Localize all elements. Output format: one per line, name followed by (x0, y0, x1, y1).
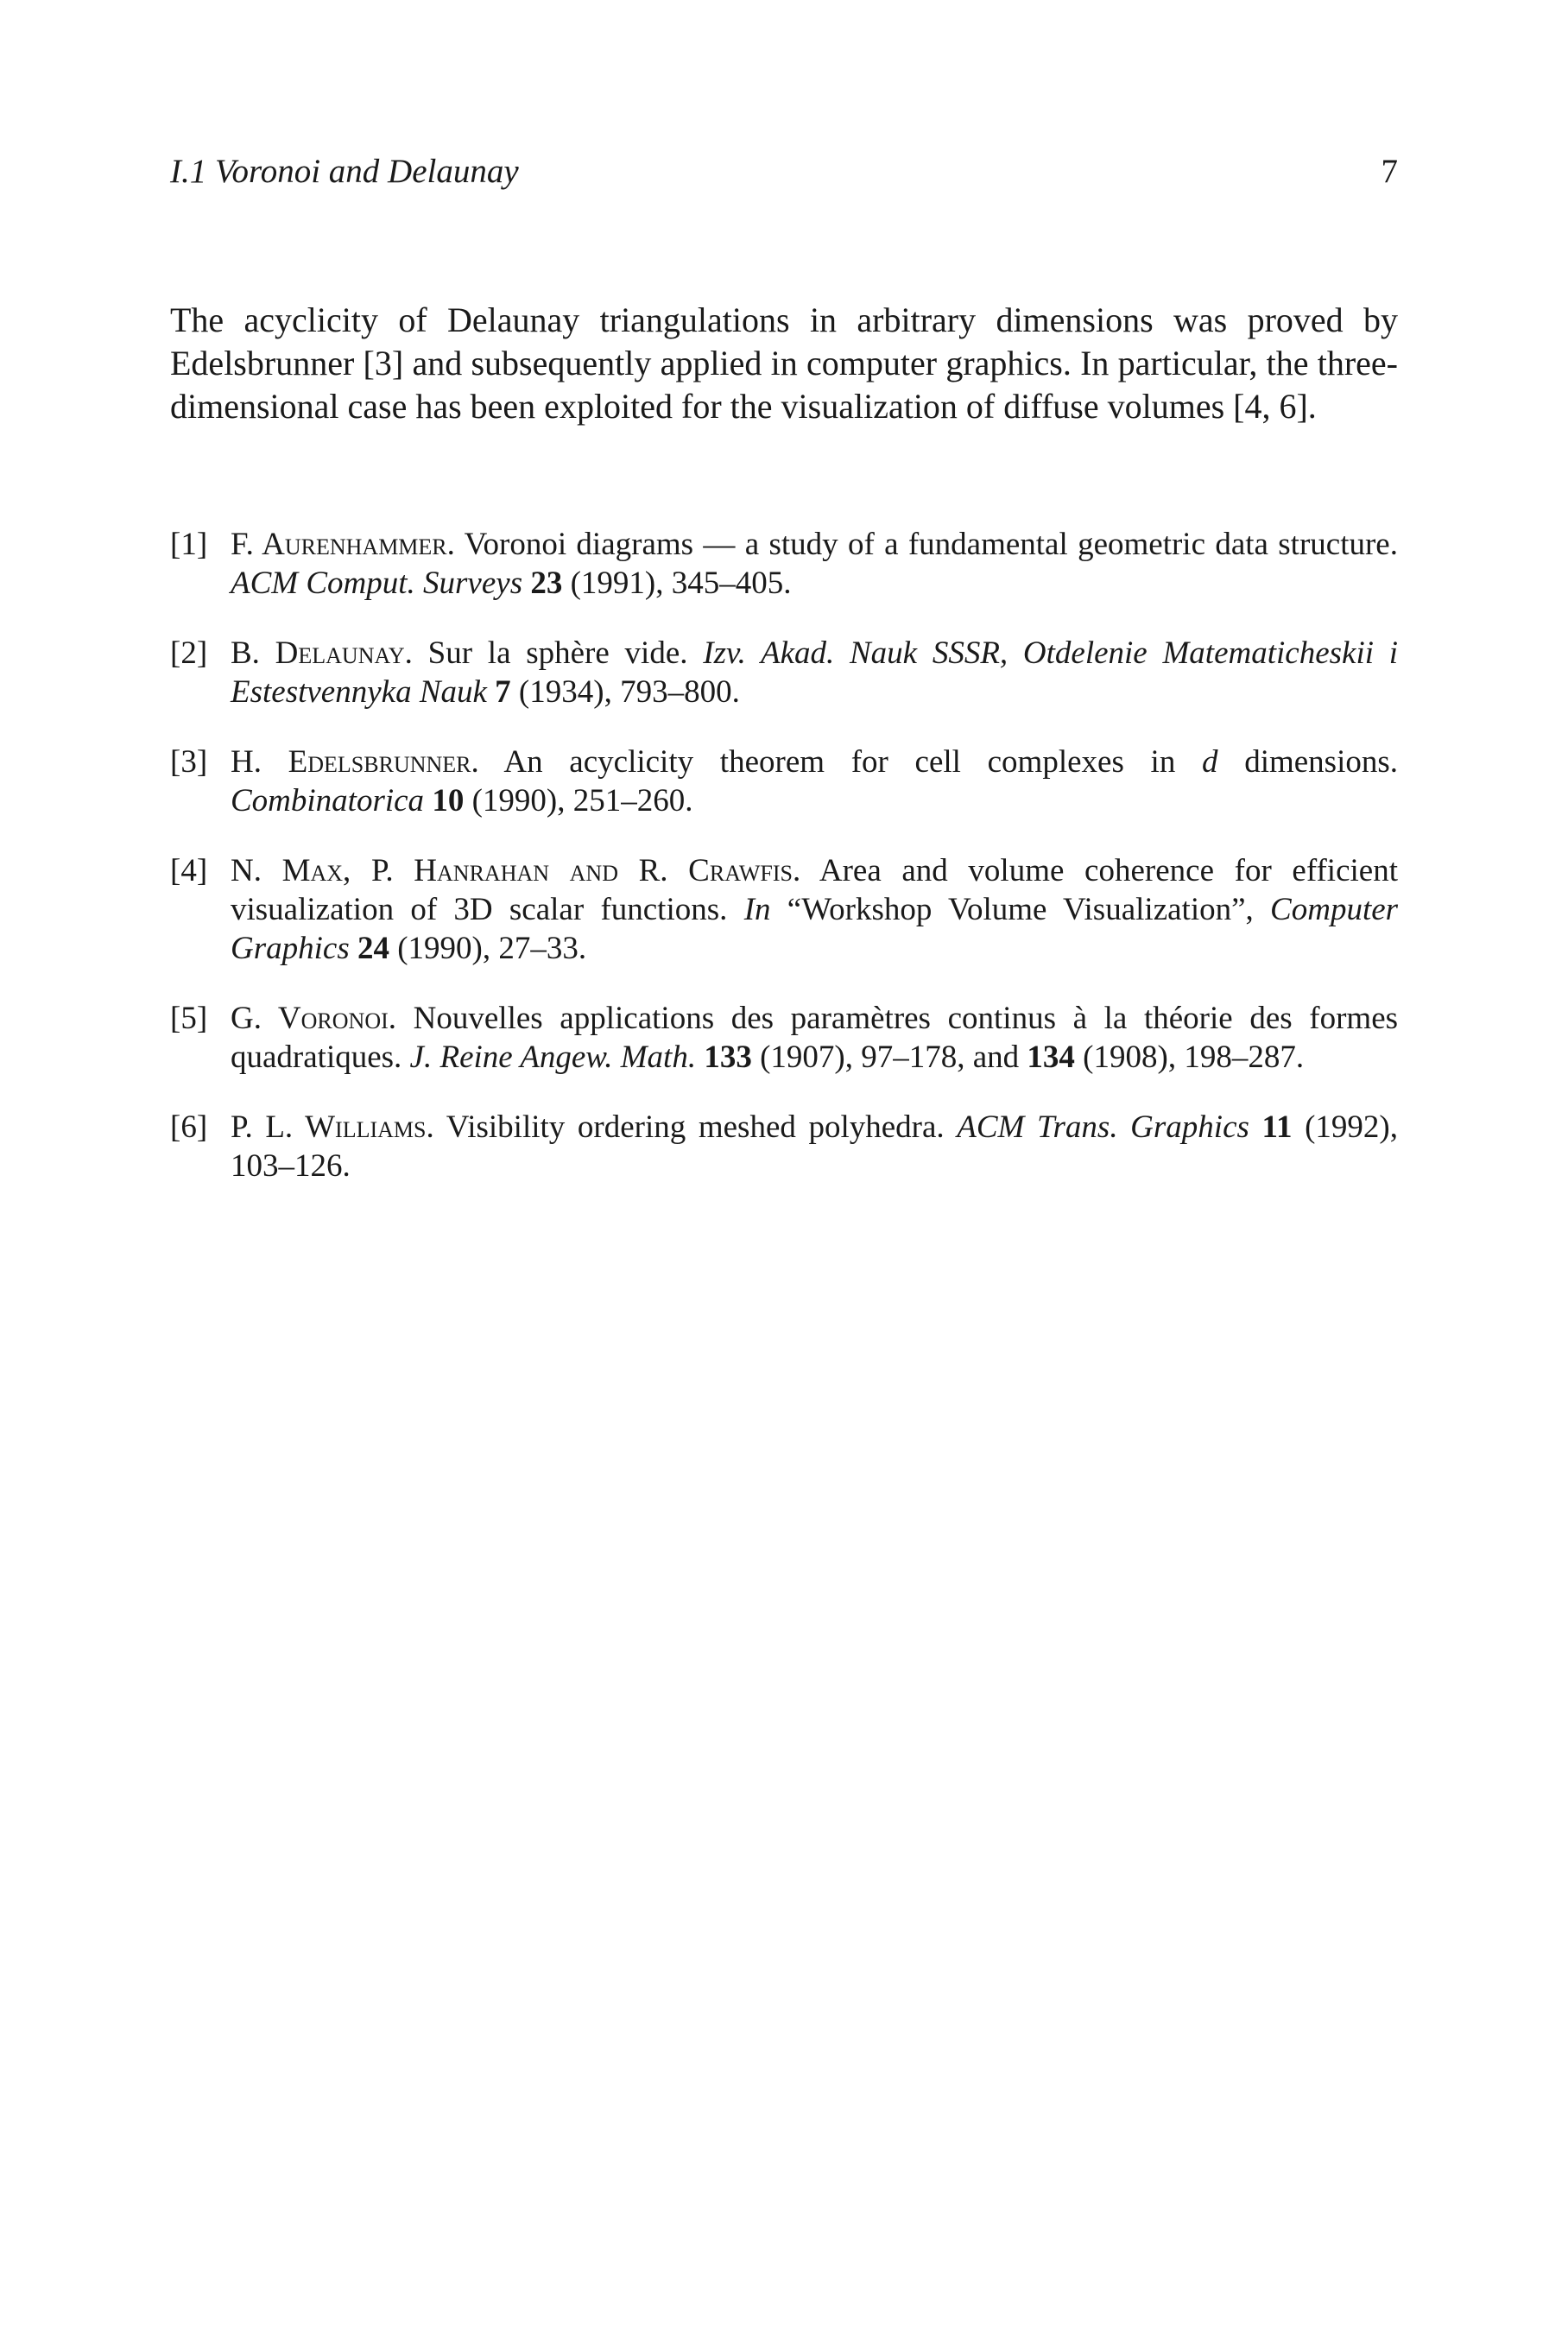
reference-journal: ACM Comput. Surveys (231, 566, 523, 601)
reference-details: (1908), 198–287. (1083, 1040, 1305, 1075)
running-title: I.1 Voronoi and Delaunay (170, 153, 519, 190)
reference-details: (1907), 97–178, and (760, 1040, 1020, 1075)
reference-item (170, 743, 1398, 820)
reference-volume: 11 (1261, 1109, 1293, 1145)
page-number: 7 (1381, 153, 1398, 190)
reference-title: Nouvelles applications des paramètres continus à la théorie des formes quadratiques. (231, 1001, 1399, 1075)
reference-number: [5] (170, 1001, 208, 1036)
reference-journal: J. Reine Angew. Math. (409, 1040, 697, 1075)
reference-title: Voronoi diagrams — a study of a fundamental geometric data structure. (464, 527, 1398, 562)
reference-title-part: An acyclicity theorem for cell complexes in (503, 744, 1176, 780)
reference-volume: 23 (530, 566, 563, 601)
reference-journal: Combinatorica (231, 783, 425, 819)
reference-number: [4] (170, 853, 208, 888)
reference-workshop: “Workshop Volume Visualization”, (787, 892, 1254, 927)
reference-number: [3] (170, 744, 208, 780)
reference-item (170, 1108, 1398, 1185)
reference-volume: 134 (1027, 1040, 1075, 1075)
reference-journal: Izv. Akad. Nauk SSSR, Otdelenie Matematicheskii i Estestvennyka Nauk (231, 635, 1399, 710)
reference-volume: 133 (704, 1040, 752, 1075)
reference-author: N. Max, P. Hanrahan and R. Crawfis. (231, 853, 801, 888)
reference-volume: 24 (357, 931, 389, 966)
reference-author: H. Edelsbrunner. (231, 744, 479, 780)
reference-author: B. Delaunay. (231, 635, 413, 671)
reference-author: F. Aurenhammer. (231, 527, 455, 562)
reference-number: [1] (170, 527, 208, 562)
intro-paragraph: The acyclicity of Delaunay triangulations in arbitrary dimensions was proved by Edelsbrunner [3] and subsequently applied in computer graphics. In particular, the three-dimensional case has been exploited for the visualization of diffuse volumes [4, 6]. (170, 300, 1398, 426)
reference-title-variable: d (1202, 744, 1218, 780)
reference-item (170, 634, 1398, 711)
reference-volume: 7 (495, 674, 511, 710)
reference-details: (1990), 251–260. (471, 783, 693, 819)
reference-journal: ACM Trans. Graphics (957, 1109, 1249, 1145)
reference-item (170, 999, 1398, 1077)
reference-number: [2] (170, 635, 208, 671)
reference-author: G. Voronoi. (231, 1001, 397, 1036)
reference-in: In (743, 892, 771, 927)
reference-number: [6] (170, 1109, 208, 1145)
reference-details: (1991), 345–405. (570, 566, 792, 601)
reference-author: P. L. Williams. (231, 1109, 434, 1145)
reference-item (170, 525, 1398, 603)
reference-list (170, 525, 1398, 1217)
reference-details: (1934), 793–800. (518, 674, 740, 710)
reference-title: Area and volume coherence for efficient visualization of 3D scalar functions. (231, 853, 1398, 927)
reference-details: (1990), 27–33. (397, 931, 587, 966)
reference-journal: Computer Graphics (231, 892, 1399, 966)
reference-title-part: dimensions. (1244, 744, 1399, 780)
reference-volume: 10 (432, 783, 465, 819)
reference-title: Visibility ordering meshed polyhedra. (446, 1109, 945, 1145)
reference-item (170, 851, 1398, 968)
reference-title: Sur la sphère vide. (427, 635, 688, 671)
reference-details: (1992), 103–126. (231, 1109, 1398, 1184)
page-header (170, 152, 1398, 204)
